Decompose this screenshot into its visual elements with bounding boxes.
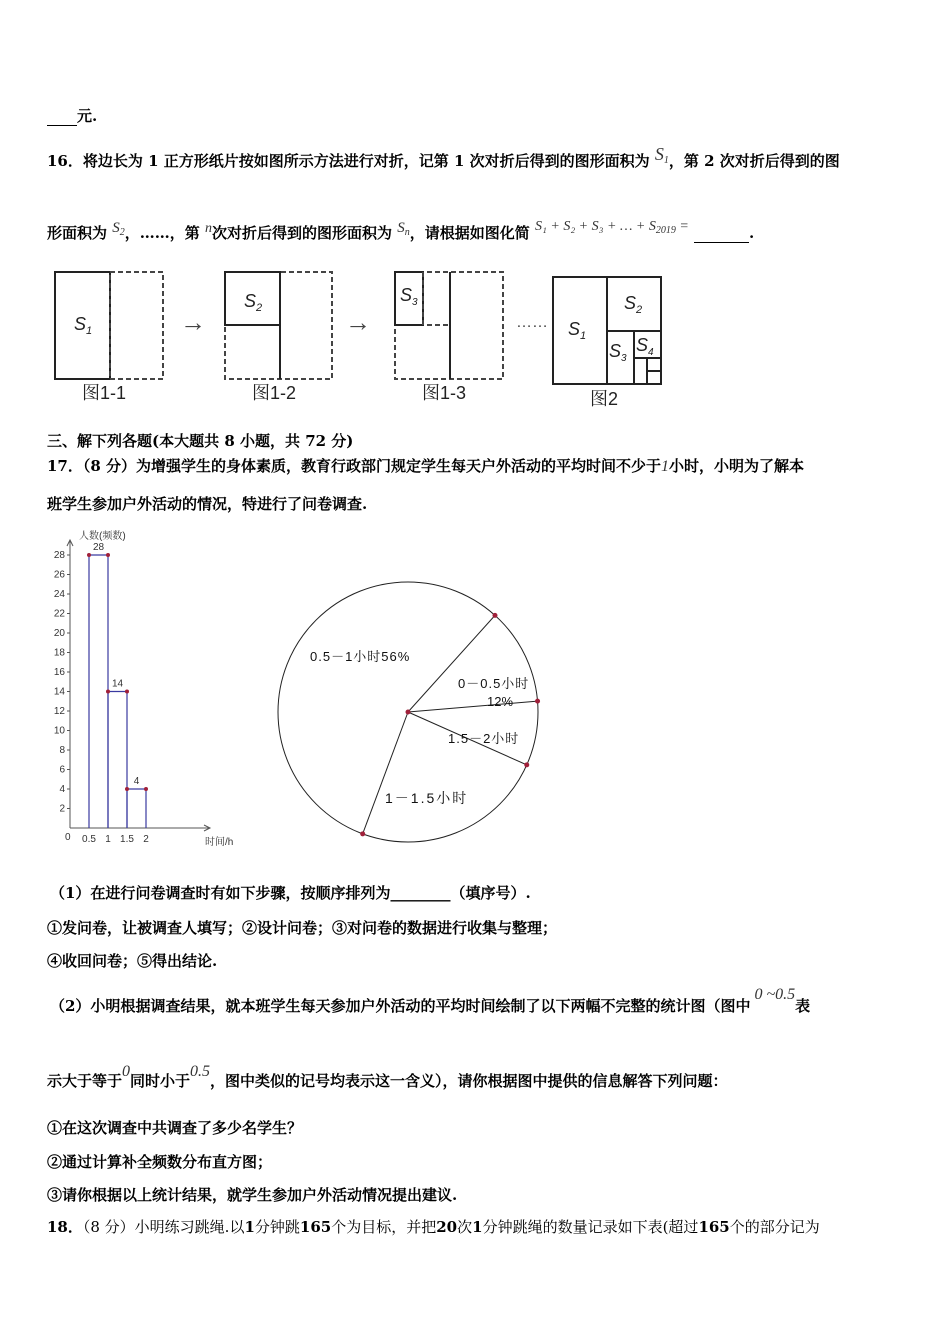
arrow-icon: → — [180, 307, 206, 337]
q15-tail — [47, 105, 97, 126]
q17-steps-b: ④收回问卷；⑤得出结论. — [47, 952, 218, 970]
fig1-s1-label: $S_1$ — [74, 314, 93, 337]
q17-part1: （1）在进行问卷调查时有如下步骤，按顺序排列为________（填序号）. — [50, 884, 531, 902]
hist-y-tick-label: 10 — [53, 725, 65, 737]
pie-boundary-point — [492, 613, 497, 618]
hist-bar-label-2: 4 — [133, 776, 140, 787]
q16-text-d: ，……，第 — [124, 224, 200, 242]
fig1-1-label: 图1-1 — [82, 383, 127, 403]
fig2-label: 图2 — [590, 389, 619, 409]
q18-b5: 165 — [698, 1218, 730, 1236]
hist-y-tick-label: 24 — [53, 589, 65, 600]
q17-p2a: （2）小明根据调查结果，就本班学生每天参加户外活动的平均时间绘制了以下两幅不完整的统计图（图中 — [50, 997, 751, 1015]
answer-blank — [47, 107, 77, 126]
pie-label-3: 1－1.5小时 — [385, 790, 469, 806]
pie-slice-boundary-0 — [408, 615, 495, 712]
hist-y-tick-label: 2 — [59, 803, 65, 815]
q17-question-c: ③请你根据以上统计结果，就学生参加户外活动情况提出建议. — [47, 1186, 458, 1204]
pie-label-1: 0－0.5小时 — [458, 676, 530, 691]
q18-b3: 20 — [436, 1218, 458, 1236]
pie-boundary-point — [535, 699, 540, 704]
fig1-2-label: 图1-2 — [252, 383, 297, 403]
hist-bar-point — [87, 553, 91, 557]
hist-x-tick-label: 0.5 — [82, 834, 96, 845]
q18-text-c: 个为目标，并把 — [331, 1218, 437, 1236]
q17-part2-line-2 — [47, 1063, 728, 1091]
q17-part2-line-1 — [50, 986, 811, 1016]
q17-number: 17． — [47, 457, 83, 475]
hist-bar-label-1: 14 — [111, 678, 124, 690]
hist-y-tick-label: 28 — [53, 550, 65, 561]
ellipsis: …… — [516, 314, 548, 331]
q18-text-f: 个的部分记为 — [729, 1218, 820, 1236]
q17-zero: 0 — [122, 1063, 131, 1080]
fig4-s1-label: $S_1$ — [568, 319, 587, 342]
hist-bar-0 — [89, 555, 108, 828]
q17-p2b-b: 同时小于 — [130, 1072, 191, 1090]
n-symbol: n — [205, 221, 212, 236]
hist-y-tick-label: 4 — [59, 784, 65, 795]
q18-line-1 — [47, 1216, 820, 1237]
q16-line-1 — [47, 144, 840, 172]
q17-question-a: ①在这次调查中共调查了多少名学生？ — [47, 1119, 303, 1137]
figure-2 — [553, 277, 661, 409]
histogram-chart — [45, 525, 275, 850]
pie-boundary-point — [360, 831, 365, 836]
q17-steps-a: ①发问卷，让被调查人填写；②设计问卷；③对问卷的数据进行收集与整理； — [47, 919, 558, 937]
hist-y-tick-label: 14 — [53, 686, 65, 698]
q17-p2b-c: ，图中类似的记号均表示这一含义），请你根据图中提供的信息解答下列问题： — [210, 1072, 728, 1090]
q18-text-a: （8 分）小明练习跳绳.以 — [82, 1218, 245, 1236]
q16-text-a: 将边长为 1 正方形纸片按如图所示方法进行对折，记第 1 次对折后得到的图形面积为 — [82, 152, 650, 170]
hist-bar-point — [125, 787, 129, 791]
sum-expression: S₁ + S₂ + S₃ + … + $S_{2019}$ = — [535, 219, 689, 236]
hist-origin: 0 — [65, 832, 71, 843]
hist-y-tick-label: 18 — [53, 647, 65, 659]
q17-one: 1 — [661, 458, 670, 475]
q15-unit: 元. — [77, 107, 98, 125]
hist-y-tick-label: 26 — [53, 569, 65, 581]
pie-chart — [270, 575, 570, 865]
pie-boundary-point — [524, 762, 529, 767]
hist-y-tick-label: 6 — [59, 764, 65, 776]
pie-label-2: 1.5－2小时 — [448, 731, 520, 746]
folding-figures — [0, 265, 950, 415]
q18-b4: 1 — [472, 1218, 483, 1236]
q17-text-b: 小时，小明为了解本 — [669, 457, 805, 475]
q16-end: . — [749, 224, 755, 242]
q16-text-b: ，第 2 次对折后得到的图 — [668, 152, 840, 170]
hist-xlabel: 时间/h — [205, 837, 234, 848]
fig2-s2-label: $S_2$ — [244, 291, 263, 314]
q18-text-d: 次 — [457, 1218, 473, 1236]
hist-y-tick-label: 12 — [53, 706, 65, 717]
s2-symbol: $S_2$ — [112, 220, 125, 238]
figure-1-2 — [225, 272, 332, 403]
q16-number: 16． — [47, 152, 83, 170]
fig1-3-label: 图1-3 — [422, 383, 467, 403]
pie-label-1b: 12% — [487, 694, 514, 709]
hist-x-tick-label: 1 — [105, 834, 111, 845]
hist-y-tick-label: 8 — [59, 745, 65, 756]
hist-y-tick-label: 22 — [53, 608, 65, 620]
hist-bar-point — [125, 690, 129, 694]
hist-bar-label-0: 28 — [92, 542, 105, 553]
pie-slice-boundary-1 — [408, 701, 538, 712]
q17-range: 0 ~0.5 — [754, 986, 796, 1003]
q18-text-b: 分钟跳 — [254, 1218, 300, 1236]
hist-y-tick-label: 16 — [53, 667, 65, 678]
q17-question-b: ②通过计算补全频数分布直方图； — [47, 1153, 273, 1171]
fig3-s3-label: $S_3$ — [400, 285, 418, 308]
hist-bar-point — [144, 787, 148, 791]
hist-bar-1 — [108, 692, 127, 829]
q17-p2a-end: 表 — [795, 997, 811, 1015]
fig4-s2-label: $S_2$ — [624, 293, 643, 316]
q18-b1: 1 — [244, 1218, 255, 1236]
hist-x-tick-label: 1.5 — [120, 834, 134, 845]
q17-line-1 — [47, 455, 804, 476]
answer-blank-16 — [694, 224, 749, 243]
hist-bar-point — [106, 690, 110, 694]
q18-b2: 165 — [299, 1218, 332, 1236]
hist-bar-2 — [127, 789, 146, 828]
s1-symbol: $S_1$ — [654, 144, 669, 166]
q17-text-a: （8 分）为增强学生的身体素质，教育行政部门规定学生每天户外活动的平均时间不少于 — [82, 457, 662, 475]
q16-line-2 — [47, 219, 755, 244]
pie-slice-boundary-3 — [363, 712, 408, 834]
q17-line-2: 班学生参加户外活动的情况，特进行了问卷调查. — [47, 495, 368, 513]
q17-p2b-a: 示大于等于 — [47, 1072, 123, 1090]
fig4-s4-label: $S_4$ — [636, 335, 654, 358]
hist-x-tick-label: 2 — [143, 834, 149, 845]
figure-1-1 — [55, 272, 163, 403]
section-title: 三、解下列各题(本大题共 8 小题，共 72 分) — [47, 432, 354, 450]
figure-1-3 — [395, 272, 503, 403]
pie-label-0: 0.5－1小时56% — [310, 649, 411, 664]
arrow-icon-2: → — [345, 307, 371, 337]
q17-half: 0.5 — [190, 1063, 211, 1080]
q16-text-e: 次对折后得到的图形面积为 — [212, 224, 393, 242]
sn-symbol: $S_n$ — [397, 220, 410, 238]
hist-ylabel: 人数(频数) — [79, 531, 126, 542]
q18-text-e: 分钟跳绳的数量记录如下表(超过 — [482, 1218, 699, 1236]
q18-number: 18． — [47, 1218, 83, 1236]
hist-y-tick-label: 20 — [53, 628, 65, 639]
hist-bar-point — [106, 553, 110, 557]
pie-center-point — [406, 710, 411, 715]
q16-text-c: 形面积为 — [47, 224, 108, 242]
fig4-s3-label: $S_3$ — [609, 341, 627, 364]
q16-text-f: ，请根据如图化简 — [409, 224, 530, 242]
